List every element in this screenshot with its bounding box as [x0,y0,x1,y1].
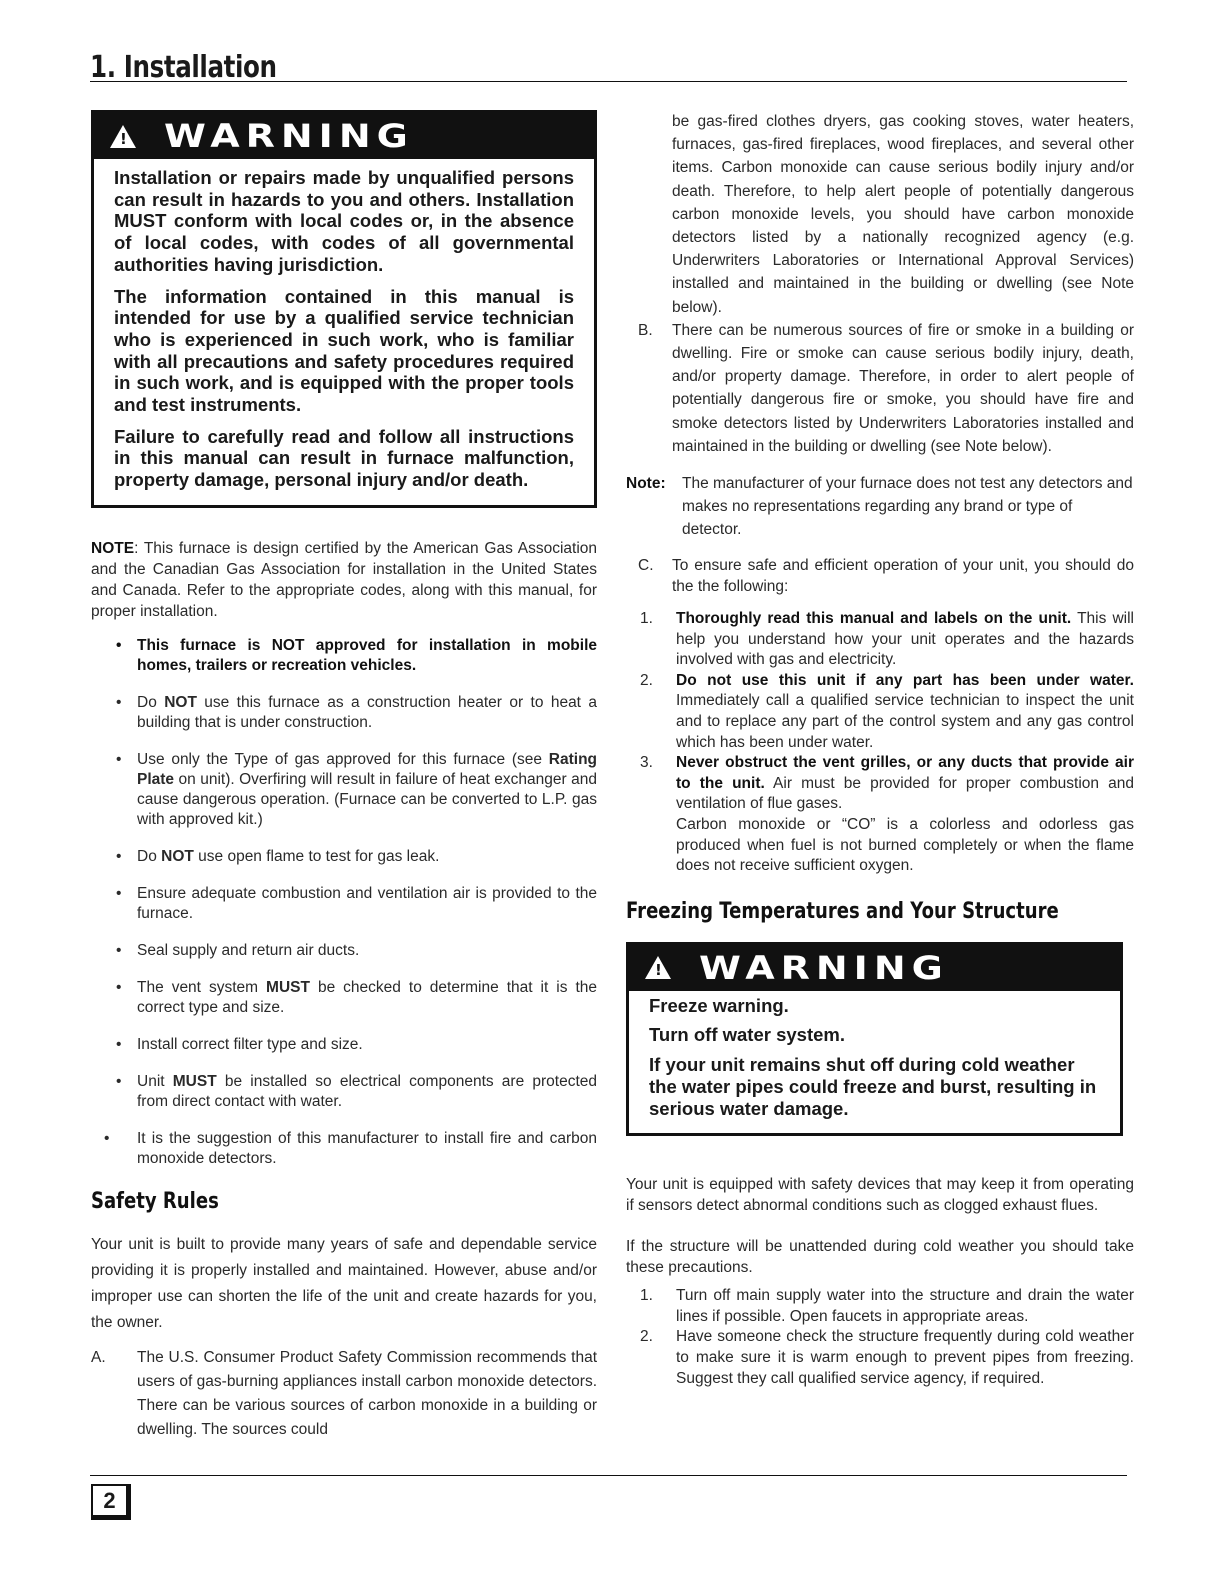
title-divider [90,81,1127,82]
list-item: • This furnace is NOT approved for installation in mobile homes, trailers or recreation vehicles. [116,637,597,674]
safety-rules-heading: Safety Rules [91,1189,219,1214]
warning-paragraph: The information contained in this manual is intended for use by a qualified service technician who is experienced in such work, who is familiar with all precautions and safety procedures required in such work, and is equipped with the proper tools and test instruments. [114,285,574,416]
warning-triangle-icon [645,956,671,979]
detector-note: Note: The manufacturer of your furnace does not test any detectors and makes no representations regarding any brand or type of detector. [626,475,1133,539]
list-item: • Seal supply and return air ducts. [116,942,360,959]
freeze-warning-box [626,942,1123,1137]
freezing-heading: Freezing Temperatures and Your Structure [626,898,1059,924]
list-item: • Install correct filter type and size. [116,1036,363,1053]
safety-item-b: B. There can be numerous sources of fire or smoke in a building or dwelling. Fire or smoke can cause serious bodily injury, death, and/or property damage. Therefore, in order to alert people of potentially dangerous fire or smoke, you should have fire and smoke detectors listed by Underwriters Laboratories installed and maintained in the building or dwelling (see Note below). [638,321,1134,455]
precaution-item: 1. Turn off main supply water into the structure and drain the water lines if possible. Open faucets in appropriate areas. [640,1287,1134,1325]
right-column [626,110,1134,1389]
step-item: 1. Thoroughly read this manual and labels on the unit. This will help you understand how your unit operates and the hazards involved with gas and electricity. [640,610,1134,669]
certification-note [91,538,597,622]
list-item: • Unit MUST be installed so electrical components are protected from direct contact with water. [116,1073,597,1110]
step-item: 3. Never obstruct the vent grilles, or any ducts that provide air to the unit. Air must be provided for proper combustion and ventilation of flue gases. Carbon monoxide or “CO” is a colorless and odorless gas produced when fuel is not burned completely or when the flame does not receive sufficient oxygen. [640,754,1135,875]
warning-label: WARNING [164,117,414,155]
warning-line: Turn off water system. [649,1024,846,1046]
warning-header [94,113,594,159]
safety-devices-paragraph: Your unit is equipped with safety devices that may keep it from operating if sensors detect abnormal conditions such as clogged exhaust flues. [626,1176,1134,1215]
warning-line: Freeze warning. [649,994,789,1016]
list-item: • It is the suggestion of this manufacturer to install fire and carbon monoxide detectors. [104,1130,597,1167]
list-item: • Ensure adequate combustion and ventilation air is provided to the furnace. [116,885,597,922]
list-item: • The vent system MUST be checked to determine that it is the correct type and size. [116,979,597,1016]
warning-line: If your unit remains shut off during cold weather the water pipes could freeze and burst, resulting in serious water damage. [649,1054,1097,1119]
list-item: • Use only the Type of gas approved for this furnace (see Rating Plate on unit). Overfiring will result in failure of heat exchanger and cause dangerous operation. (Furnace can be converted to L.P. gas with approved kit.) [116,751,597,828]
installation-bullet-list [91,636,597,1169]
installation-warning-box [91,110,597,508]
safety-item-a-continued: be gas-fired clothes dryers, gas cooking stoves, water heaters, furnaces, gas-fired fireplaces, wood fireplaces, and several other items. Carbon monoxide can cause serious bodily injury and/or death. Therefore, to help alert people of potentially dangerous carbon monoxide levels, you should have carbon monoxide detectors listed by a nationally recognized agency (e.g. Underwriters Laboratories or International Approval Services) installed and maintained in the building or dwelling (see Note below). [672,113,1134,316]
warning-label: WARNING [699,949,949,987]
footer-divider [90,1475,1127,1476]
list-item: • Do NOT use open flame to test for gas leak. [116,848,440,865]
safety-item-a: A. The U.S. Consumer Product Safety Commission recommends that users of gas-burning appliances install carbon monoxide detectors. There can be various sources of carbon monoxide in a building or dwelling. The sources could [91,1349,597,1438]
step-item: 2. Do not use this unit if any part has been under water. Immediately call a qualified service technician to inspect the unit and to replace any part of the control system and any gas control which has been under water. [640,671,1134,751]
note-label: NOTE [91,540,135,557]
precautions-intro: If the structure will be unattended during cold weather you should take these precautions. [626,1238,1134,1277]
page-title: 1. Installation [90,50,277,85]
note-text: : This furnace is design certified by the American Gas Association and the Canadian Gas Association for installation in the United States and Canada. Refer to the appropriate codes, along with this manual, for proper installation. [91,540,597,620]
warning-triangle-icon [110,125,136,148]
safety-intro: Your unit is built to provide many years of safe and dependable service providing it is properly installed and maintained. However, abuse and/or improper use can shorten the life of the unit and create hazards for you, the owner. [91,1236,597,1331]
warning-paragraph: Installation or repairs made by unqualified persons can result in hazards to you and others. Installation MUST conform with local codes or, in the absence of local codes, with codes of all governmental authorities having jurisdiction. [114,167,574,275]
left-column [91,110,597,1442]
page-number: 2 [91,1484,131,1520]
safety-item-c: C. To ensure safe and efficient operation of your unit, you should do the the following: [638,557,1134,596]
list-item: • Do NOT use this furnace as a construction heater or to heat a building that is under construction. [116,694,597,731]
warning-paragraph: Failure to carefully read and follow all instructions in this manual can result in furnace malfunction, property damage, personal injury and/or death. [114,425,574,491]
warning-header [629,945,1120,991]
precaution-item: 2. Have someone check the structure frequently during cold weather to make sure it is warm enough to prevent pipes from freezing. Suggest they call qualified service agency, if required. [640,1328,1134,1387]
